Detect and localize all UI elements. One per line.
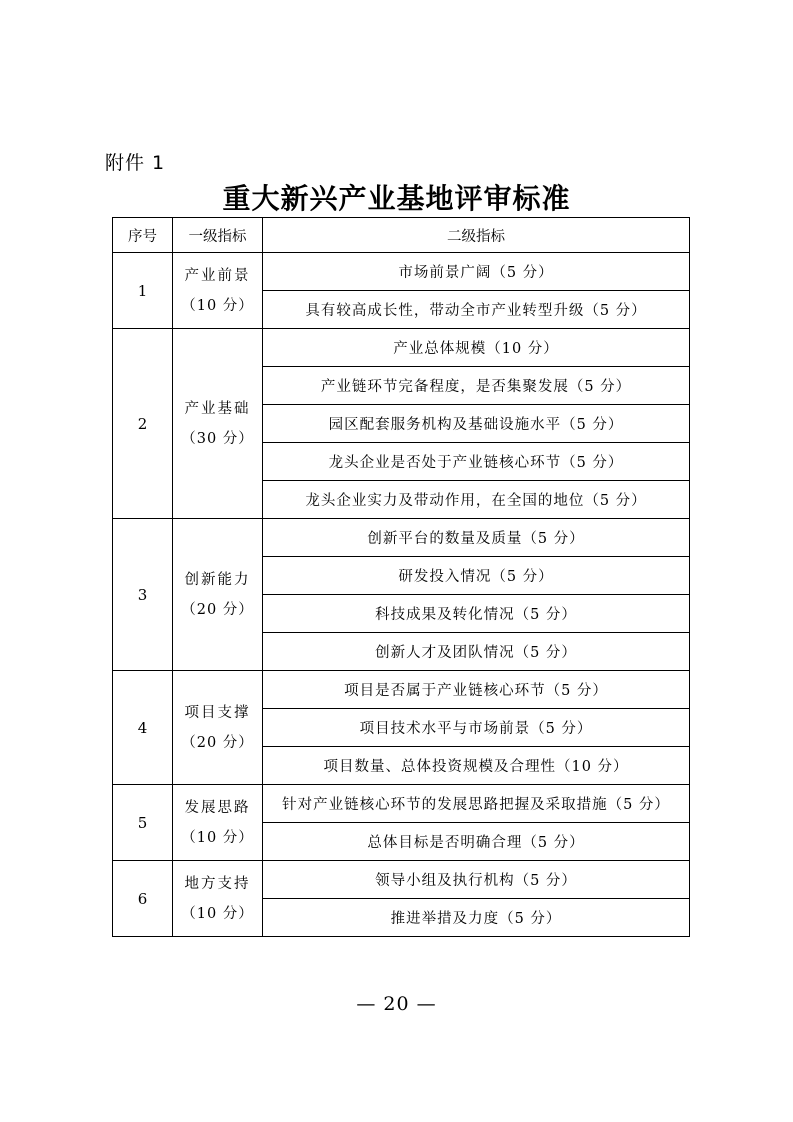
- secondary-indicator-cell: 园区配套服务机构及基础设施水平（5 分）: [263, 405, 690, 443]
- primary-indicator-name: 产业前景: [184, 267, 251, 284]
- secondary-indicator-cell: 科技成果及转化情况（5 分）: [263, 595, 690, 633]
- seq-cell: 5: [113, 785, 173, 861]
- primary-indicator-score: （20 分）: [181, 601, 254, 618]
- primary-indicator-name: 创新能力: [184, 571, 251, 588]
- header-primary: 一级指标: [173, 218, 263, 253]
- secondary-indicator-cell: 针对产业链核心环节的发展思路把握及采取措施（5 分）: [263, 785, 690, 823]
- table-row: [113, 861, 690, 899]
- secondary-indicator-cell: 龙头企业是否处于产业链核心环节（5 分）: [263, 443, 690, 481]
- table-row: [113, 671, 690, 709]
- primary-indicator-score: （10 分）: [181, 829, 254, 846]
- primary-indicator-name: 地方支持: [184, 875, 251, 892]
- secondary-indicator-cell: 具有较高成长性，带动全市产业转型升级（5 分）: [263, 291, 690, 329]
- table-row: [113, 329, 690, 367]
- seq-cell: 2: [113, 329, 173, 519]
- secondary-indicator-cell: 推进举措及力度（5 分）: [263, 899, 690, 937]
- table-row: [113, 253, 690, 291]
- primary-indicator-name: 项目支撑: [184, 704, 251, 721]
- seq-cell: 4: [113, 671, 173, 785]
- seq-cell: 1: [113, 253, 173, 329]
- page-number: — 20 —: [356, 993, 437, 1015]
- secondary-indicator-cell: 领导小组及执行机构（5 分）: [263, 861, 690, 899]
- primary-indicator-cell: [173, 253, 263, 329]
- secondary-indicator-cell: 项目数量、总体投资规模及合理性（10 分）: [263, 747, 690, 785]
- table-row: [113, 519, 690, 557]
- seq-cell: 3: [113, 519, 173, 671]
- secondary-indicator-cell: 产业链环节完备程度，是否集聚发展（5 分）: [263, 367, 690, 405]
- secondary-indicator-cell: 产业总体规模（10 分）: [263, 329, 690, 367]
- document-title: 重大新兴产业基地评审标准: [222, 182, 571, 215]
- header-secondary: 二级指标: [263, 218, 690, 253]
- primary-indicator-cell: [173, 671, 263, 785]
- secondary-indicator-cell: 项目是否属于产业链核心环节（5 分）: [263, 671, 690, 709]
- primary-indicator-score: （30 分）: [181, 430, 254, 447]
- table-row: [113, 785, 690, 823]
- primary-indicator-score: （10 分）: [181, 905, 254, 922]
- primary-indicator-name: 产业基础: [184, 400, 251, 417]
- secondary-indicator-cell: 总体目标是否明确合理（5 分）: [263, 823, 690, 861]
- secondary-indicator-cell: 创新人才及团队情况（5 分）: [263, 633, 690, 671]
- seq-cell: 6: [113, 861, 173, 937]
- primary-indicator-cell: [173, 785, 263, 861]
- secondary-indicator-cell: 创新平台的数量及质量（5 分）: [263, 519, 690, 557]
- secondary-indicator-cell: 龙头企业实力及带动作用，在全国的地位（5 分）: [263, 481, 690, 519]
- secondary-indicator-cell: 项目技术水平与市场前景（5 分）: [263, 709, 690, 747]
- primary-indicator-cell: [173, 861, 263, 937]
- secondary-indicator-cell: 研发投入情况（5 分）: [263, 557, 690, 595]
- criteria-table: [112, 217, 690, 937]
- secondary-indicator-cell: 市场前景广阔（5 分）: [263, 253, 690, 291]
- table-header-row: [113, 218, 690, 253]
- header-seq: 序号: [113, 218, 173, 253]
- criteria-body: [113, 253, 690, 937]
- primary-indicator-score: （10 分）: [181, 297, 254, 314]
- attachment-label: 附件 1: [105, 152, 166, 174]
- primary-indicator-name: 发展思路: [184, 799, 251, 816]
- primary-indicator-score: （20 分）: [181, 734, 254, 751]
- primary-indicator-cell: [173, 329, 263, 519]
- primary-indicator-cell: [173, 519, 263, 671]
